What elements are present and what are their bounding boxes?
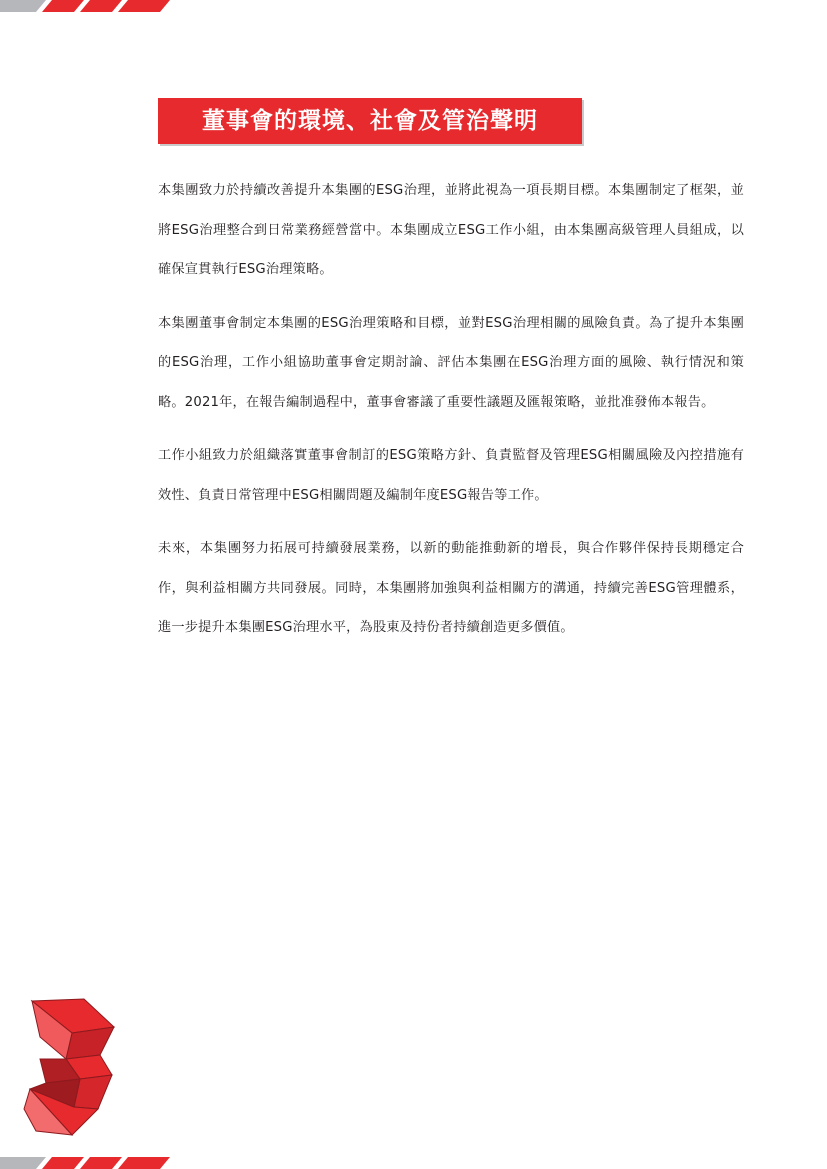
red-3-logo-icon (22, 997, 116, 1137)
bottom-corner-stripes-icon (0, 1157, 180, 1169)
top-corner-stripes-icon (0, 0, 180, 12)
body-text (158, 171, 744, 648)
paragraph-4: 未來，本集團努力拓展可持續發展業務，以新的動能推動新的增長，與合作夥伴保持長期穩定合作，與利益相關方共同發展。同時，本集團將加強與利益相關方的溝通，持續完善ESG管理體系，進一步提升本集團ESG治理水平，為股東及持份者持續創造更多價值。 (158, 541, 744, 635)
page-title: 董事會的環境、社會及管治聲明 (158, 98, 582, 144)
paragraph-3: 工作小組致力於組織落實董事會制訂的ESG策略方針、負責監督及管理ESG相關風險及內控措施有效性、負責日常管理中ESG相關問題及編制年度ESG報告等工作。 (158, 448, 744, 503)
paragraph-2: 本集團董事會制定本集團的ESG治理策略和目標，並對ESG治理相關的風險負責。為了提升本集團的ESG治理，工作小組協助董事會定期討論、評估本集團在ESG治理方面的風險、執行情況和策略。2021年，在報告編制過程中，董事會審議了重要性議題及匯報策略，並批准發佈本報告。 (158, 315, 744, 410)
paragraph-1: 本集團致力於持續改善提升本集團的ESG治理，並將此視為一項長期目標。本集團制定了框架，並將ESG治理整合到日常業務經營當中。本集團成立ESG工作小組，由本集團高級管理人員組成，以確保宣貫執行ESG治理策略。 (158, 183, 744, 277)
